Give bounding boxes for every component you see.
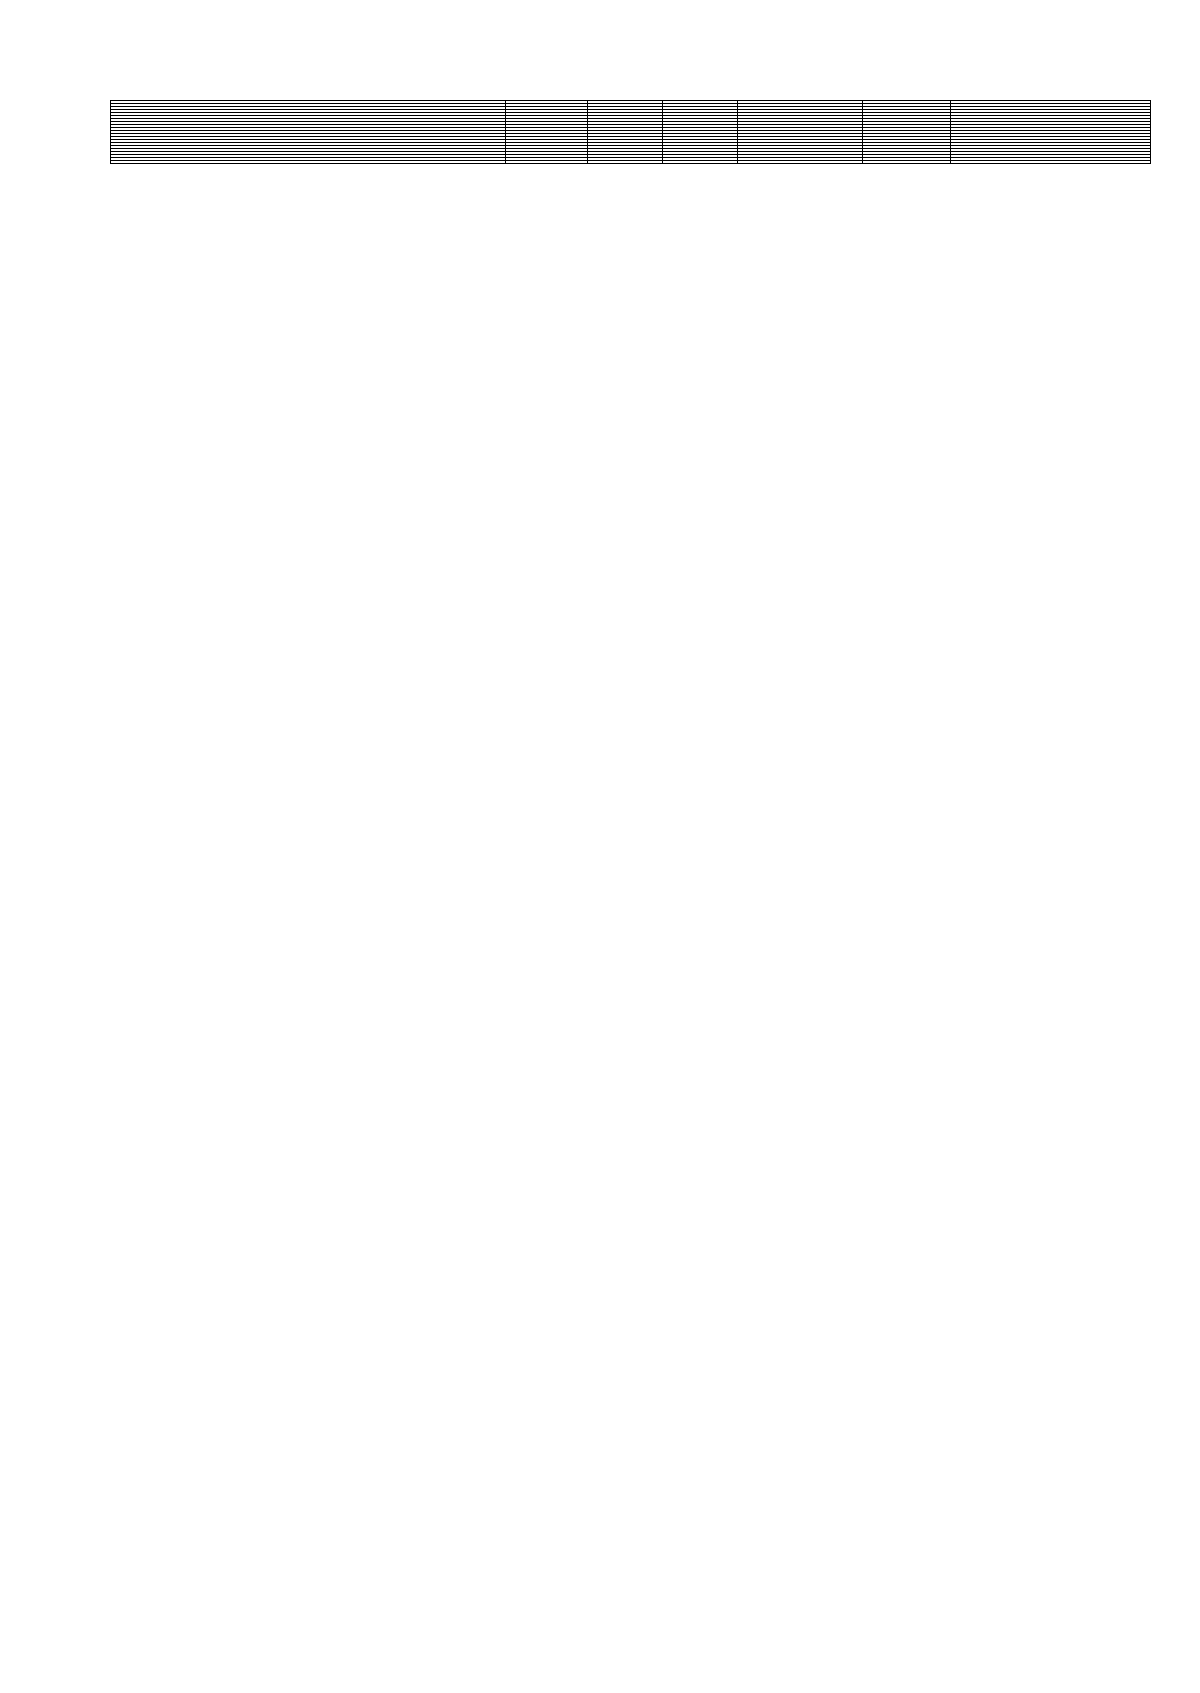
cell-sum [951, 161, 1151, 164]
table-row [111, 161, 1151, 164]
budget-table [110, 100, 1151, 164]
cell-cel [738, 161, 863, 164]
cell-vid [863, 161, 951, 164]
cell-razd [588, 161, 663, 164]
cell-ved [506, 161, 588, 164]
budget-table-container [110, 100, 1150, 164]
cell-name [111, 161, 506, 164]
table-body [111, 104, 1151, 164]
cell-podr [663, 161, 738, 164]
